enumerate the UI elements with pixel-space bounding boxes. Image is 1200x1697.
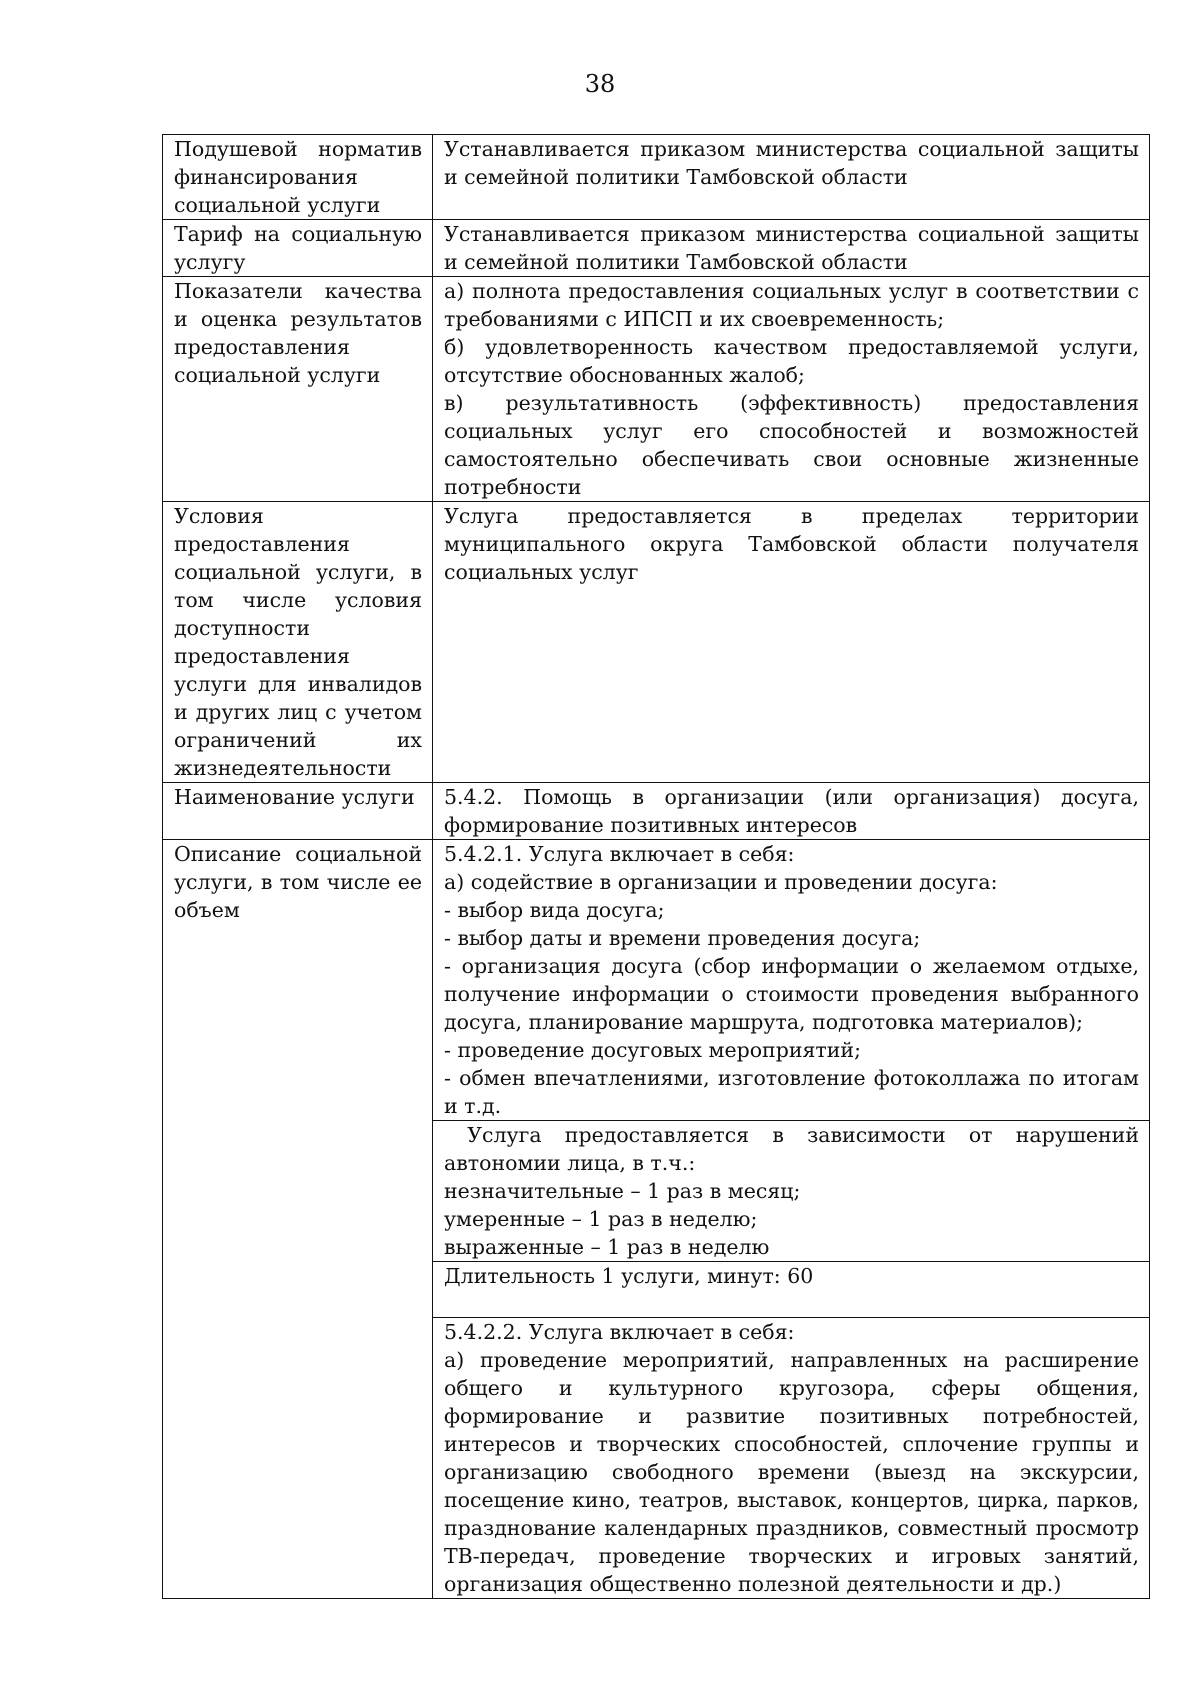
service-table bbox=[162, 134, 1150, 1599]
paragraph: умеренные – 1 раз в неделю; bbox=[444, 1207, 758, 1231]
paragraph: 5.4.2.2. Услуга включает в себя: bbox=[444, 1320, 795, 1344]
paragraph: Услуга предоставляется в пределах территории муниципального округа Тамбовской области получателя социальных услуг bbox=[444, 504, 1139, 584]
paragraph: - выбор вида досуга; bbox=[444, 898, 665, 922]
paragraph: Длительность 1 услуги, минут: 60 bbox=[444, 1264, 814, 1288]
paragraph: 5.4.2.1. Услуга включает в себя: bbox=[444, 842, 795, 866]
table-row bbox=[163, 502, 1150, 783]
page-number: 38 bbox=[584, 70, 616, 98]
description-block-3 bbox=[433, 1262, 1150, 1318]
table-row bbox=[163, 220, 1150, 277]
paragraph: Услуга предоставляется в зависимости от нарушений автономии лица, в т.ч.: bbox=[444, 1123, 1146, 1175]
row-label-tariff: Тариф на социальную услугу bbox=[163, 220, 433, 277]
row-label-quality: Показатели качества и оценка результатов предоставления социальной услуги bbox=[163, 277, 433, 502]
row-value-conditions bbox=[433, 502, 1150, 783]
description-block-4 bbox=[433, 1318, 1150, 1599]
paragraph: - организация досуга (сбор информации о желаемом отдыхе, получение информации о стоимости проведения выбранного досуга, планирование маршрута, подготовка материалов); bbox=[444, 954, 1139, 1034]
row-label-funding: Подушевой норматив финансирования социальной услуги bbox=[163, 135, 433, 220]
description-block-2 bbox=[433, 1121, 1150, 1262]
row-value-service-name bbox=[433, 783, 1150, 840]
paragraph: 5.4.2. Помощь в организации (или организация) досуга, формирование позитивных интересов bbox=[444, 785, 1139, 837]
row-value-tariff bbox=[433, 220, 1150, 277]
row-value-funding bbox=[433, 135, 1150, 220]
table-row bbox=[163, 840, 1150, 1121]
paragraph: - проведение досуговых мероприятий; bbox=[444, 1038, 861, 1062]
paragraph: б) удовлетворенность качеством предоставляемой услуги, отсутствие обоснованных жалоб; bbox=[444, 335, 1139, 387]
row-label-conditions: Условия предоставления социальной услуги, в том числе условия доступности предоставления услуги для инвалидов и других лиц с учетом ограничений их жизнедеятельности bbox=[163, 502, 433, 783]
paragraph: Устанавливается приказом министерства социальной защиты и семейной политики Тамбовской области bbox=[444, 222, 1139, 274]
row-label-service-name: Наименование услуги bbox=[163, 783, 433, 840]
paragraph: выраженные – 1 раз в неделю bbox=[444, 1235, 770, 1259]
table-row bbox=[163, 135, 1150, 220]
row-label-description: Описание социальной услуги, в том числе ее объем bbox=[163, 840, 433, 1599]
table-row bbox=[163, 277, 1150, 502]
paragraph: в) результативность (эффективность) предоставления социальных услуг его способностей и возможностей самостоятельно обеспечивать свои основные жизненные потребности bbox=[444, 391, 1139, 499]
paragraph: а) содействие в организации и проведении досуга: bbox=[444, 870, 998, 894]
table-row bbox=[163, 783, 1150, 840]
paragraph: - обмен впечатлениями, изготовление фотоколлажа по итогам и т.д. bbox=[444, 1066, 1139, 1118]
description-block-1 bbox=[433, 840, 1150, 1121]
paragraph: а) полнота предоставления социальных услуг в соответствии с требованиями с ИПСП и их своевременность; bbox=[444, 279, 1139, 331]
paragraph: - выбор даты и времени проведения досуга; bbox=[444, 926, 921, 950]
paragraph: Устанавливается приказом министерства социальной защиты и семейной политики Тамбовской области bbox=[444, 137, 1139, 189]
paragraph: незначительные – 1 раз в месяц; bbox=[444, 1179, 801, 1203]
row-value-quality bbox=[433, 277, 1150, 502]
paragraph: а) проведение мероприятий, направленных на расширение общего и культурного кругозора, сферы общения, формирование и развитие позитивных потребностей, интересов и творческих способностей, сплочение группы и организацию свободного времени (выезд на экскурсии, посещение кино, театров, выставок, концертов, цирка, парков, празднование календарных праздников, совместный просмотр ТВ-передач, проведение творческих и игровых занятий, организация общественно полезной деятельности и др.) bbox=[444, 1348, 1139, 1596]
